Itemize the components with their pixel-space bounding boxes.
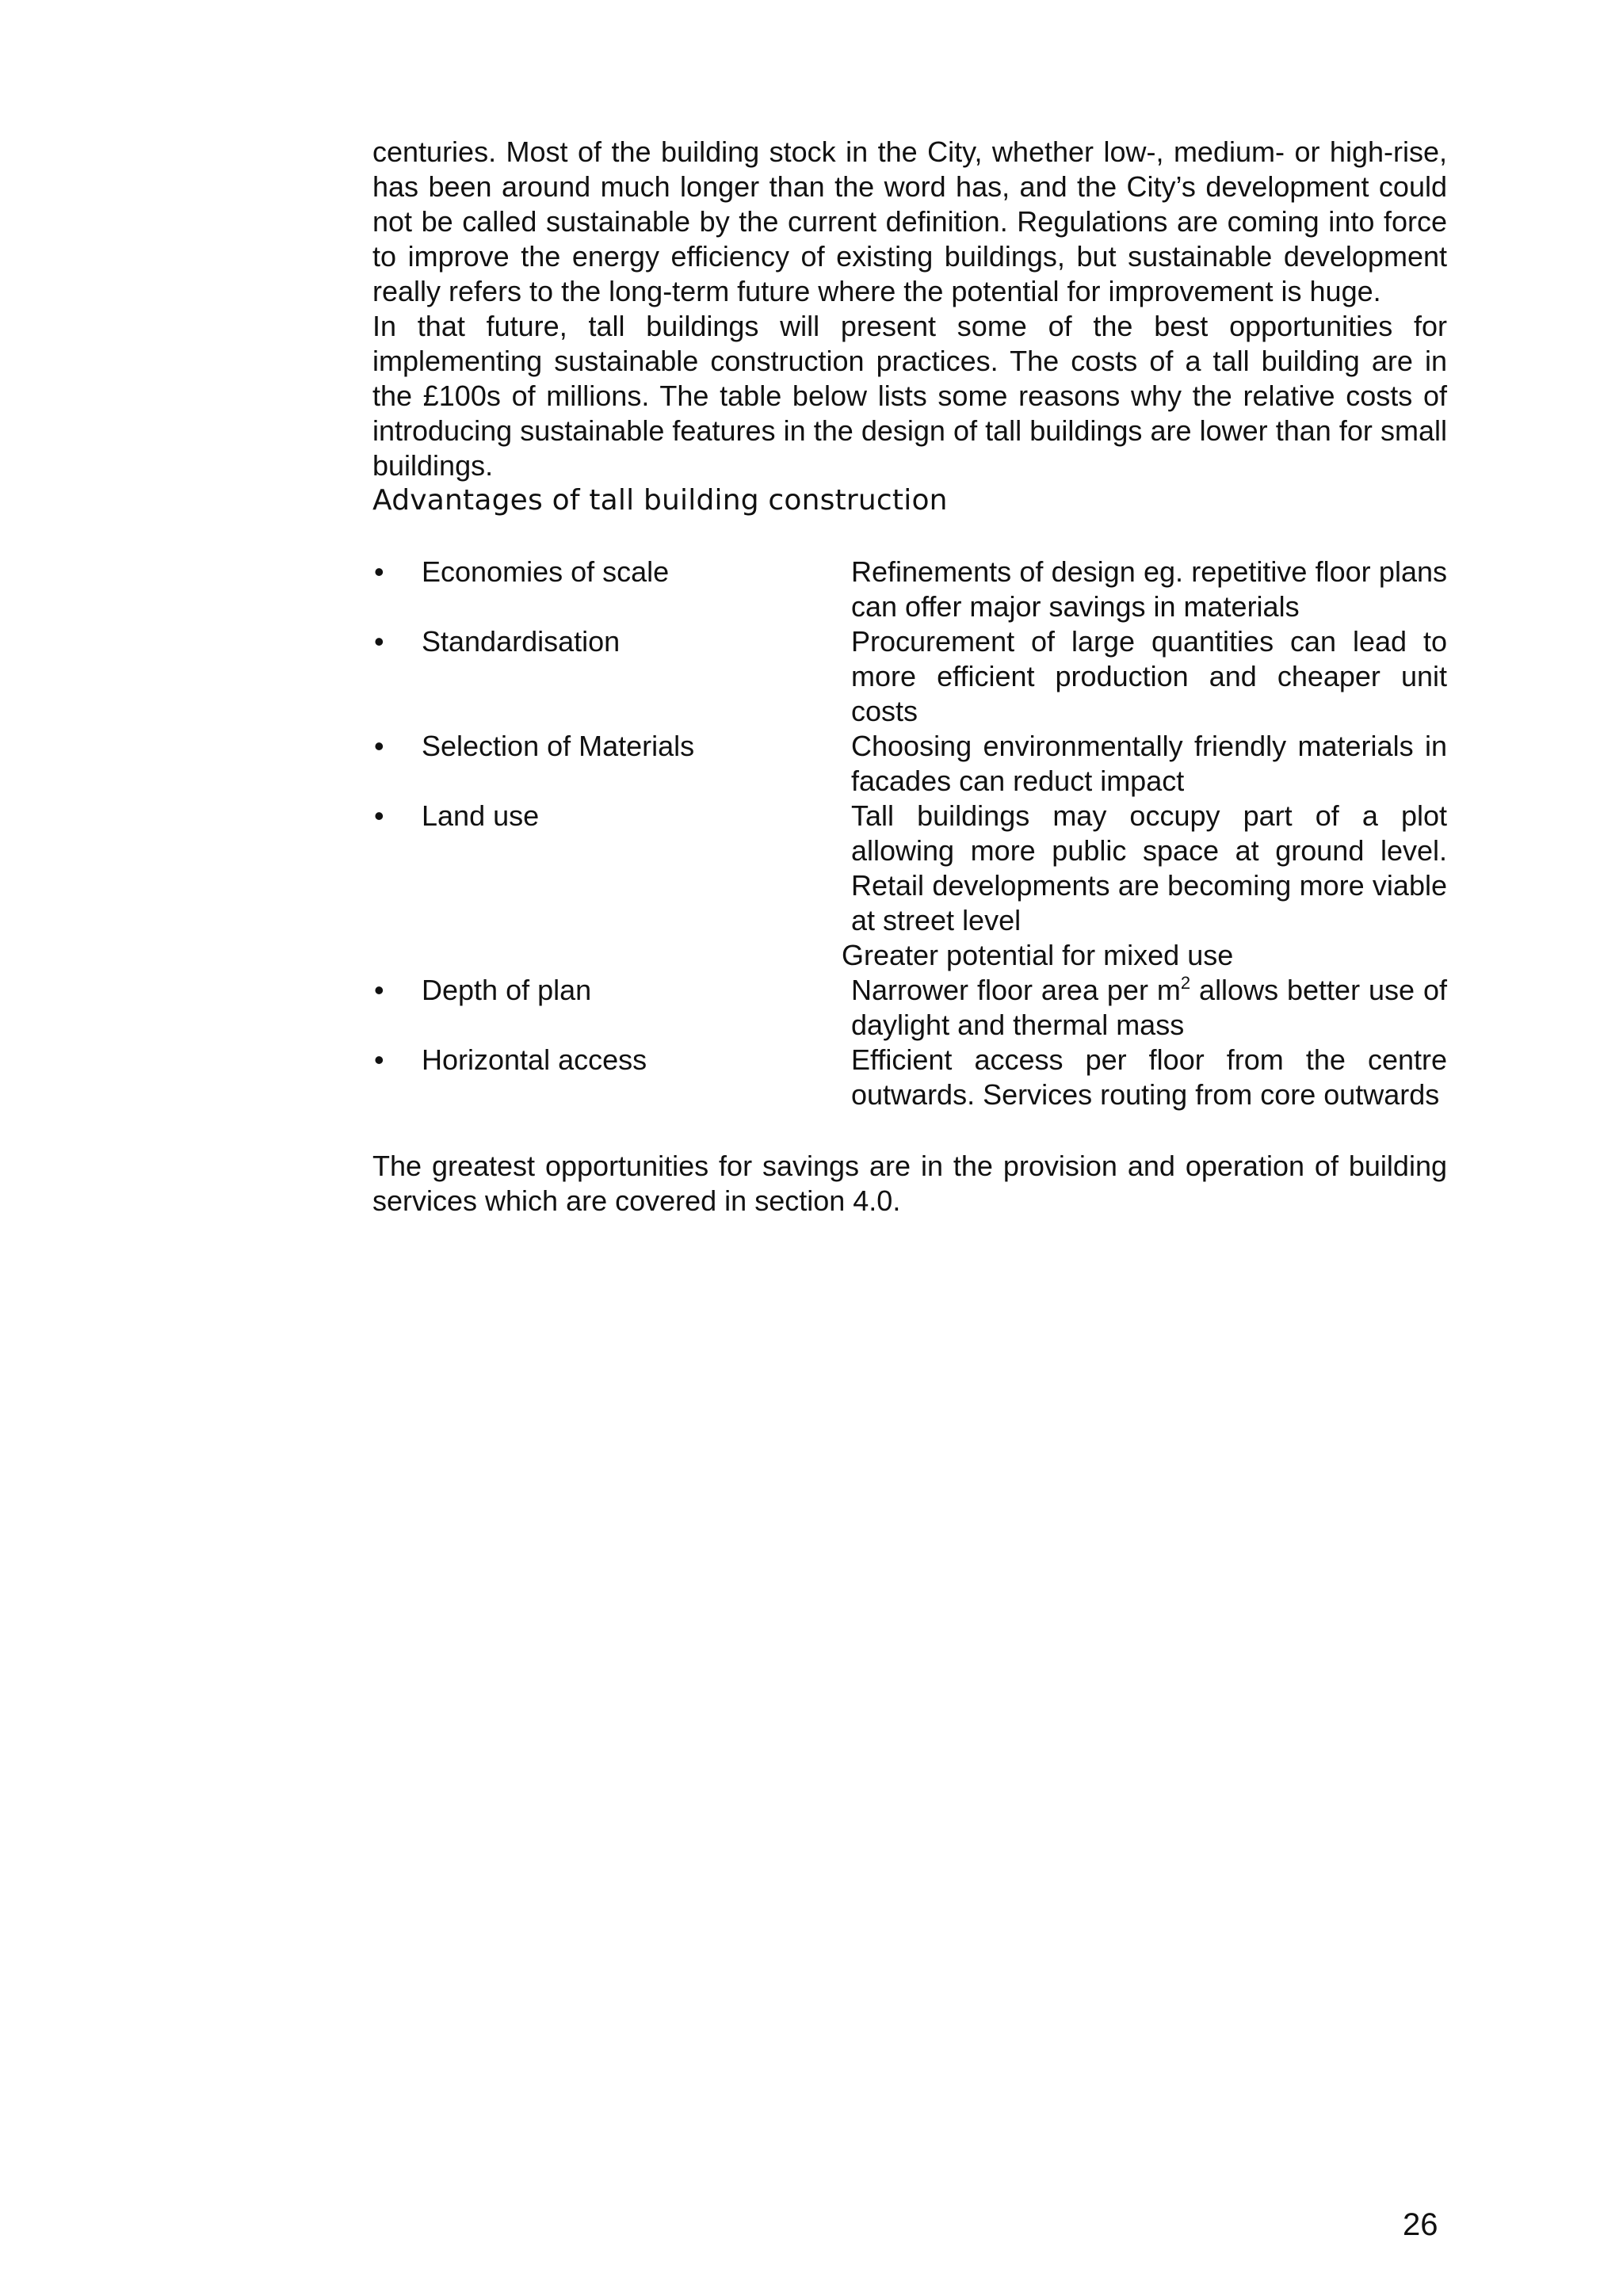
page-number: 26 [1403,2207,1438,2242]
closing-paragraph: The greatest opportunities for savings are in the provision and operation of building services which are covered in section 4.0. [372,1150,1447,1217]
list-item-economies-of-scale [372,555,1447,624]
advantage-description: Efficient access per floor from the centre outwards. Services routing from core outwards [851,1043,1447,1111]
advantage-label: Economies of scale [422,555,670,588]
advantages-list [372,555,1447,1112]
advantage-description: Tall buildings may occupy part of a plot allowing more public space at ground level. Retail developments are becoming more viable at street level [851,799,1447,936]
advantage-description-block [842,799,1447,973]
list-item-depth-of-plan [372,973,1447,1043]
advantage-label: Depth of plan [422,974,592,1006]
advantage-description: Procurement of large quantities can lead to more efficient production and cheaper unit costs [851,625,1447,727]
list-item-horizontal-access [372,1043,1447,1112]
advantage-extra-note: Greater potential for mixed use [842,939,1234,971]
bullet-icon [372,973,422,1043]
advantage-description: Refinements of design eg. repetitive floor plans can offer major savings in materials [851,555,1447,623]
body-paragraph-1: centuries. Most of the building stock in the City, whether low-, medium- or high-rise, has been around much longer than the word has, and the City’s development could not be called sustainable by the current definition. Regulations are coming into force to improve the energy efficiency of existing buildings, but sustainable development really refers to the long-term future where the potential for improvement is huge. [372,135,1447,307]
bullet-icon [372,1043,422,1112]
advantage-label: Land use [422,799,540,832]
bullet-icon [372,555,422,624]
advantage-label: Standardisation [422,625,621,658]
list-item-selection-of-materials [372,729,1447,799]
advantage-label: Selection of Materials [422,730,695,762]
list-item-land-use [372,799,1447,973]
table-heading: Advantages of tall building construction [372,484,948,517]
superscript-squared: 2 [1180,973,1191,993]
bullet-icon [372,729,422,799]
description-text-pre: Narrower floor area per m [851,974,1181,1006]
list-item-standardisation [372,624,1447,729]
advantage-label: Horizontal access [422,1043,647,1076]
advantage-description [842,973,1447,1043]
bullet-icon [372,624,422,729]
body-paragraph-2: In that future, tall buildings will present some of the best opportunities for implementing sustainable construction practices. The costs of a tall building are in the £100s of millions. The table below lists some reasons why the relative costs of introducing sustainable features in the design of tall buildings are lower than for small buildings. [372,310,1447,482]
advantage-description: Choosing environmentally friendly materials in facades can reduct impact [851,730,1447,797]
description-text-post: allows better use of daylight and thermal mass [851,974,1447,1041]
bullet-icon [372,799,422,973]
document-page [372,135,1447,1219]
